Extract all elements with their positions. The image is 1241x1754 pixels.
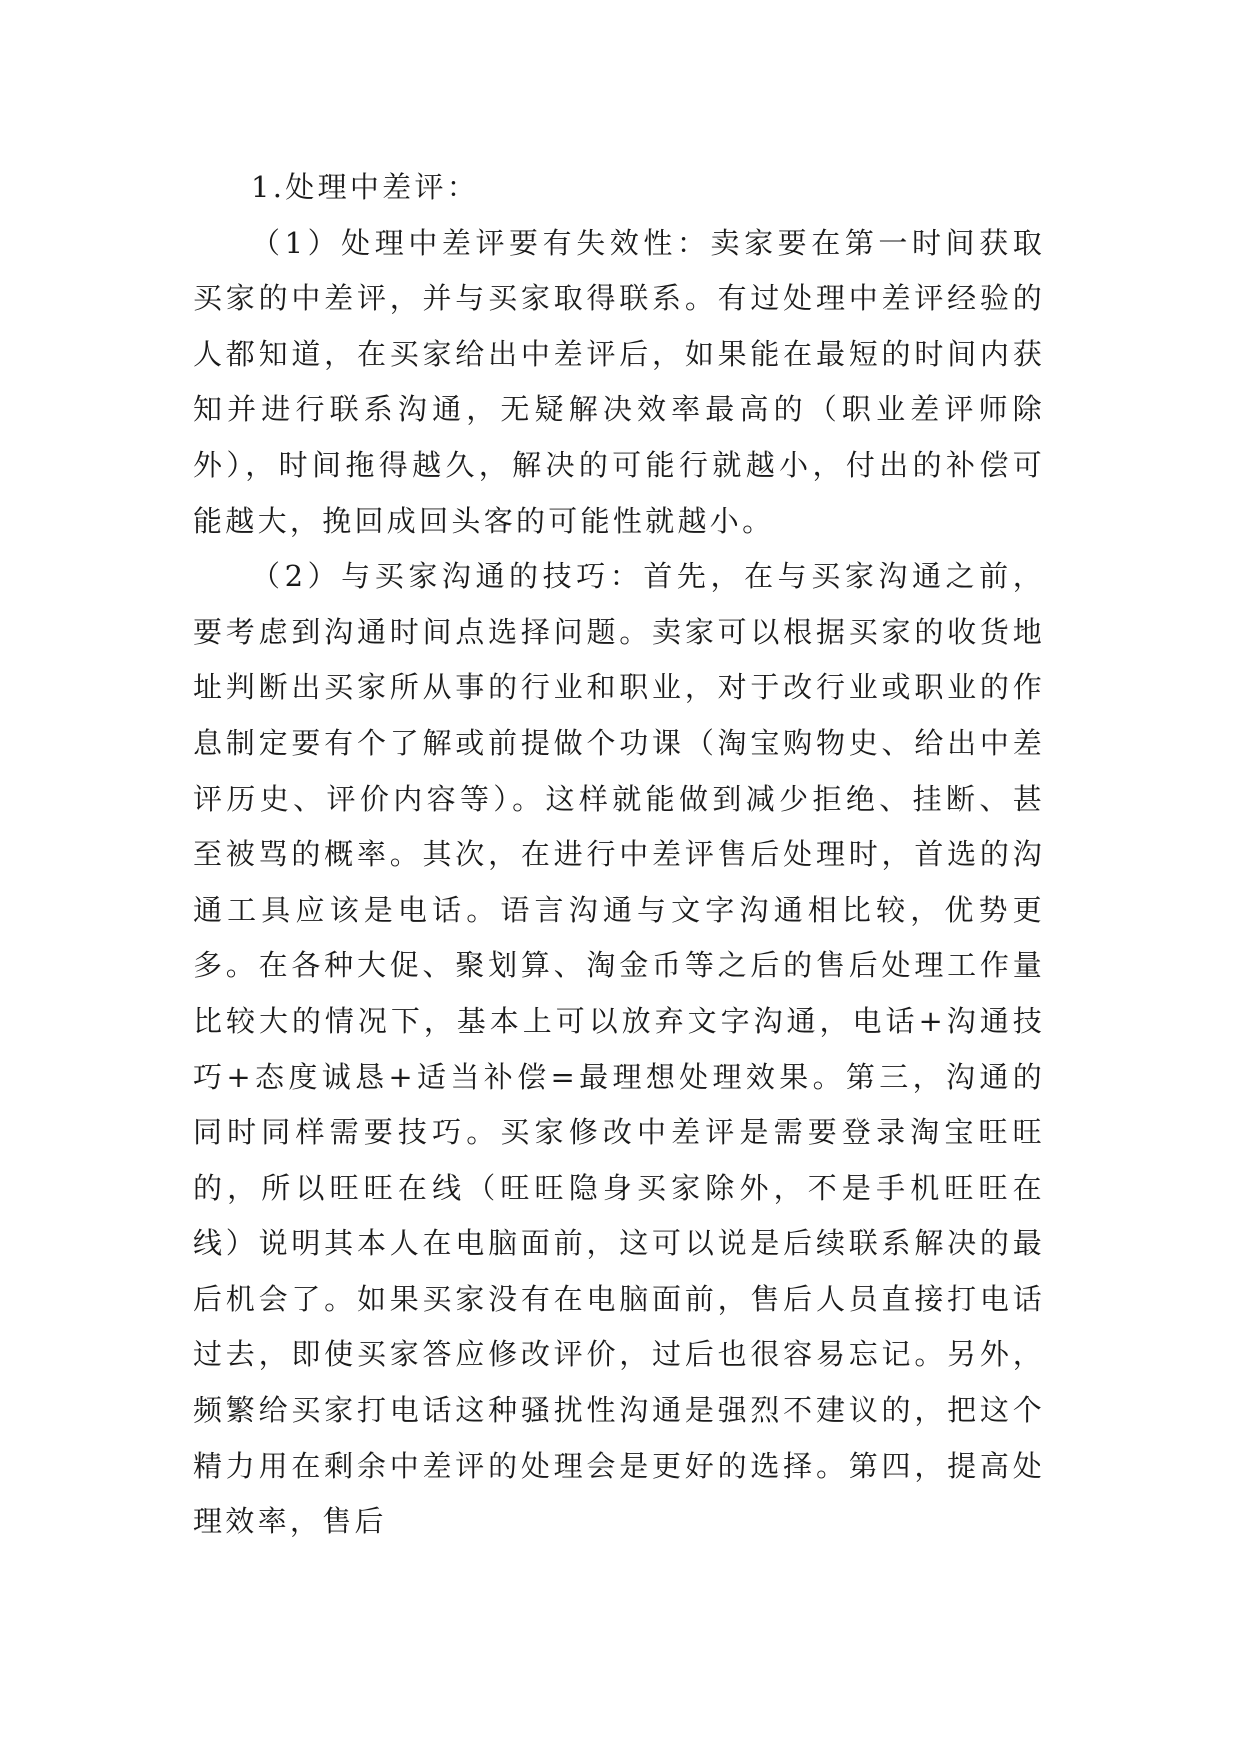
paragraph-1: （1）处理中差评要有失效性：卖家要在第一时间获取买家的中差评，并与买家取得联系。有过处理中差评经验的人都知道，在买家给出中差评后，如果能在最短的时间内获知并进行联系沟通，无疑解决效率最高的（职业差评师除外），时间拖得越久，解决的可能行就越小，付出的补偿可能越大，挽回成回头客的可能性就越小。 (193, 225, 1045, 538)
paragraph-2: （2）与买家沟通的技巧：首先，在与买家沟通之前，要考虑到沟通时间点选择问题。卖家可以根据买家的收货地址判断出买家所从事的行业和职业，对于改行业或职业的作息制定要有个了解或前提做个功课（淘宝购物史、给出中差评历史、评价内容等）。这样就能做到减少拒绝、挂断、甚至被骂的概率。其次，在进行中差评售后处理时，首选的沟通工具应该是电话。语言沟通与文字沟通相比较，优势更多。在各种大促、聚划算、淘金币等之后的售后处理工作量比较大的情况下，基本上可以放弃文字沟通，电话+沟通技巧+态度诚恳+适当补偿=最理想处理效果。第三，沟通的同时同样需要技巧。买家修改中差评是需要登录淘宝旺旺的，所以旺旺在线（旺旺隐身买家除外，不是手机旺旺在线）说明其本人在电脑面前，这可以说是后续联系解决的最后机会了。如果买家没有在电脑面前，售后人员直接打电话过去，即使买家答应修改评价，过后也很容易忘记。另外，频繁给买家打电话这种骚扰性沟通是强烈不建议的，把这个精力用在剩余中差评的处理会是更好的选择。第四，提高处理效率，售后 (193, 559, 1045, 1539)
document-body (193, 160, 1045, 1550)
section-heading: 1.处理中差评： (251, 170, 480, 204)
